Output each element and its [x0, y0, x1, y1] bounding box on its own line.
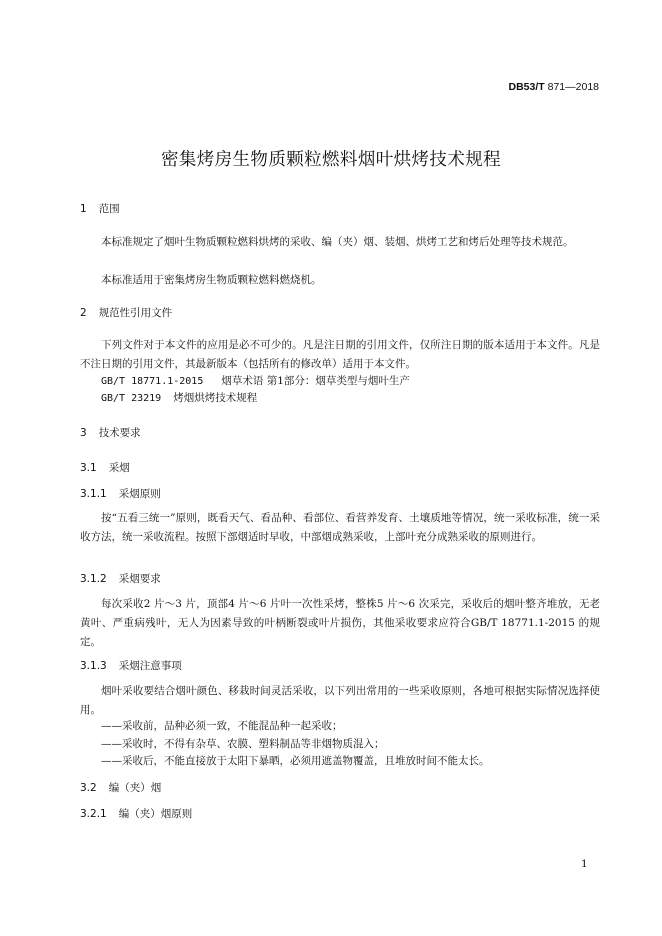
section-number: 3.1.3 [80, 660, 107, 672]
section-number: 2 [80, 307, 87, 319]
list-item: ——采收后，不能直接放于太阳下暴晒，必须用遮盖物覆盖，且堆放时间不能太长。 [101, 755, 490, 767]
section-3-1-3-heading [80, 658, 182, 673]
section-title: 技术要求 [98, 427, 141, 439]
section-title: 编（夹）烟 [108, 782, 162, 794]
section-2-heading [80, 305, 172, 320]
section-1-paragraph-2: 本标准适用于密集烤房生物质颗粒燃料燃烧机。 [101, 274, 322, 286]
section-3-1-1-heading [80, 486, 161, 501]
section-title: 编（夹）烟原则 [118, 808, 193, 820]
section-number: 3.1 [80, 462, 97, 474]
list-item: ——采收前，品种必须一致，不能混品种一起采收； [101, 720, 343, 732]
section-1-paragraph-1: 本标准规定了烟叶生物质颗粒燃料烘烤的采收、编（夹）烟、装烟、烘烤工艺和烤后处理等技术规范。 [101, 236, 574, 248]
section-3-1-2-paragraph: 每次采收2 片～3 片，顶部4 片～6 片叶一次性采烤，整株5 片～6 次采完，采收后的烟叶整齐堆放，无老黄叶、严重病残叶，无人为因素导致的叶柄断裂或叶片损伤，其他采收要求应符合GB/T 18771.1-2015 的规定。 [80, 598, 600, 648]
section-number: 1 [80, 203, 87, 215]
section-number: 3 [80, 427, 87, 439]
section-number: 3.1.2 [80, 573, 107, 585]
section-2-paragraph-1: 下列文件对于本文件的应用是必不可少的。凡是注日期的引用文件，仅所注日期的版本适用于本文件。凡是不注日期的引用文件，其最新版本（包括所有的修改单）适用于本文件。 [80, 339, 600, 370]
reference-code: GB/T 18771.1-2015 [101, 376, 204, 387]
reference-2 [101, 389, 257, 408]
section-number: 3.1.1 [80, 488, 107, 500]
section-3-heading [80, 425, 141, 440]
section-title: 采烟 [108, 462, 130, 474]
reference-title: 烟草术语 第1部分：烟草类型与烟叶生产 [221, 375, 410, 387]
section-title: 采烟原则 [118, 488, 161, 500]
section-number: 3.2 [80, 782, 97, 794]
list-item: ——采收时，不得有杂草、农膜、塑料制品等非烟物质混入； [101, 738, 385, 750]
standard-code [509, 81, 599, 93]
section-3-2-1-heading [80, 806, 192, 821]
standard-code-prefix: DB53/T [508, 81, 545, 93]
section-number: 3.2.1 [80, 808, 107, 820]
section-1-heading [80, 201, 120, 216]
document-title: 密集烤房生物质颗粒燃料烟叶烘烤技术规程 [160, 150, 502, 170]
section-title: 范围 [98, 203, 120, 215]
reference-code: GB/T 23219 [101, 393, 162, 404]
section-title: 采烟注意事项 [118, 660, 182, 672]
standard-code-number: 871—2018 [544, 81, 599, 93]
section-3-1-1-paragraph: 按“五看三统一”原则，既看天气、看品种、看部位、看营养发育、土壤质地等情况，统一采收标准，统一采收方法，统一采收流程。按照下部烟适时早收，中部烟成熟采收，上部叶充分成熟采收的原则进行。 [80, 512, 600, 543]
section-title: 采烟要求 [118, 573, 161, 585]
section-3-1-3-paragraph: 烟叶采收要结合烟叶颜色、移栽时间灵活采收，以下列出常用的一些采收原则，各地可根据实际情况选择使用。 [80, 685, 600, 716]
section-3-1-heading [80, 460, 130, 475]
section-3-1-2-heading [80, 571, 161, 586]
section-3-2-heading [80, 780, 161, 795]
page-number: 1 [581, 858, 588, 870]
reference-title: 烤烟烘烤技术规程 [173, 392, 258, 404]
section-title: 规范性引用文件 [98, 307, 173, 319]
